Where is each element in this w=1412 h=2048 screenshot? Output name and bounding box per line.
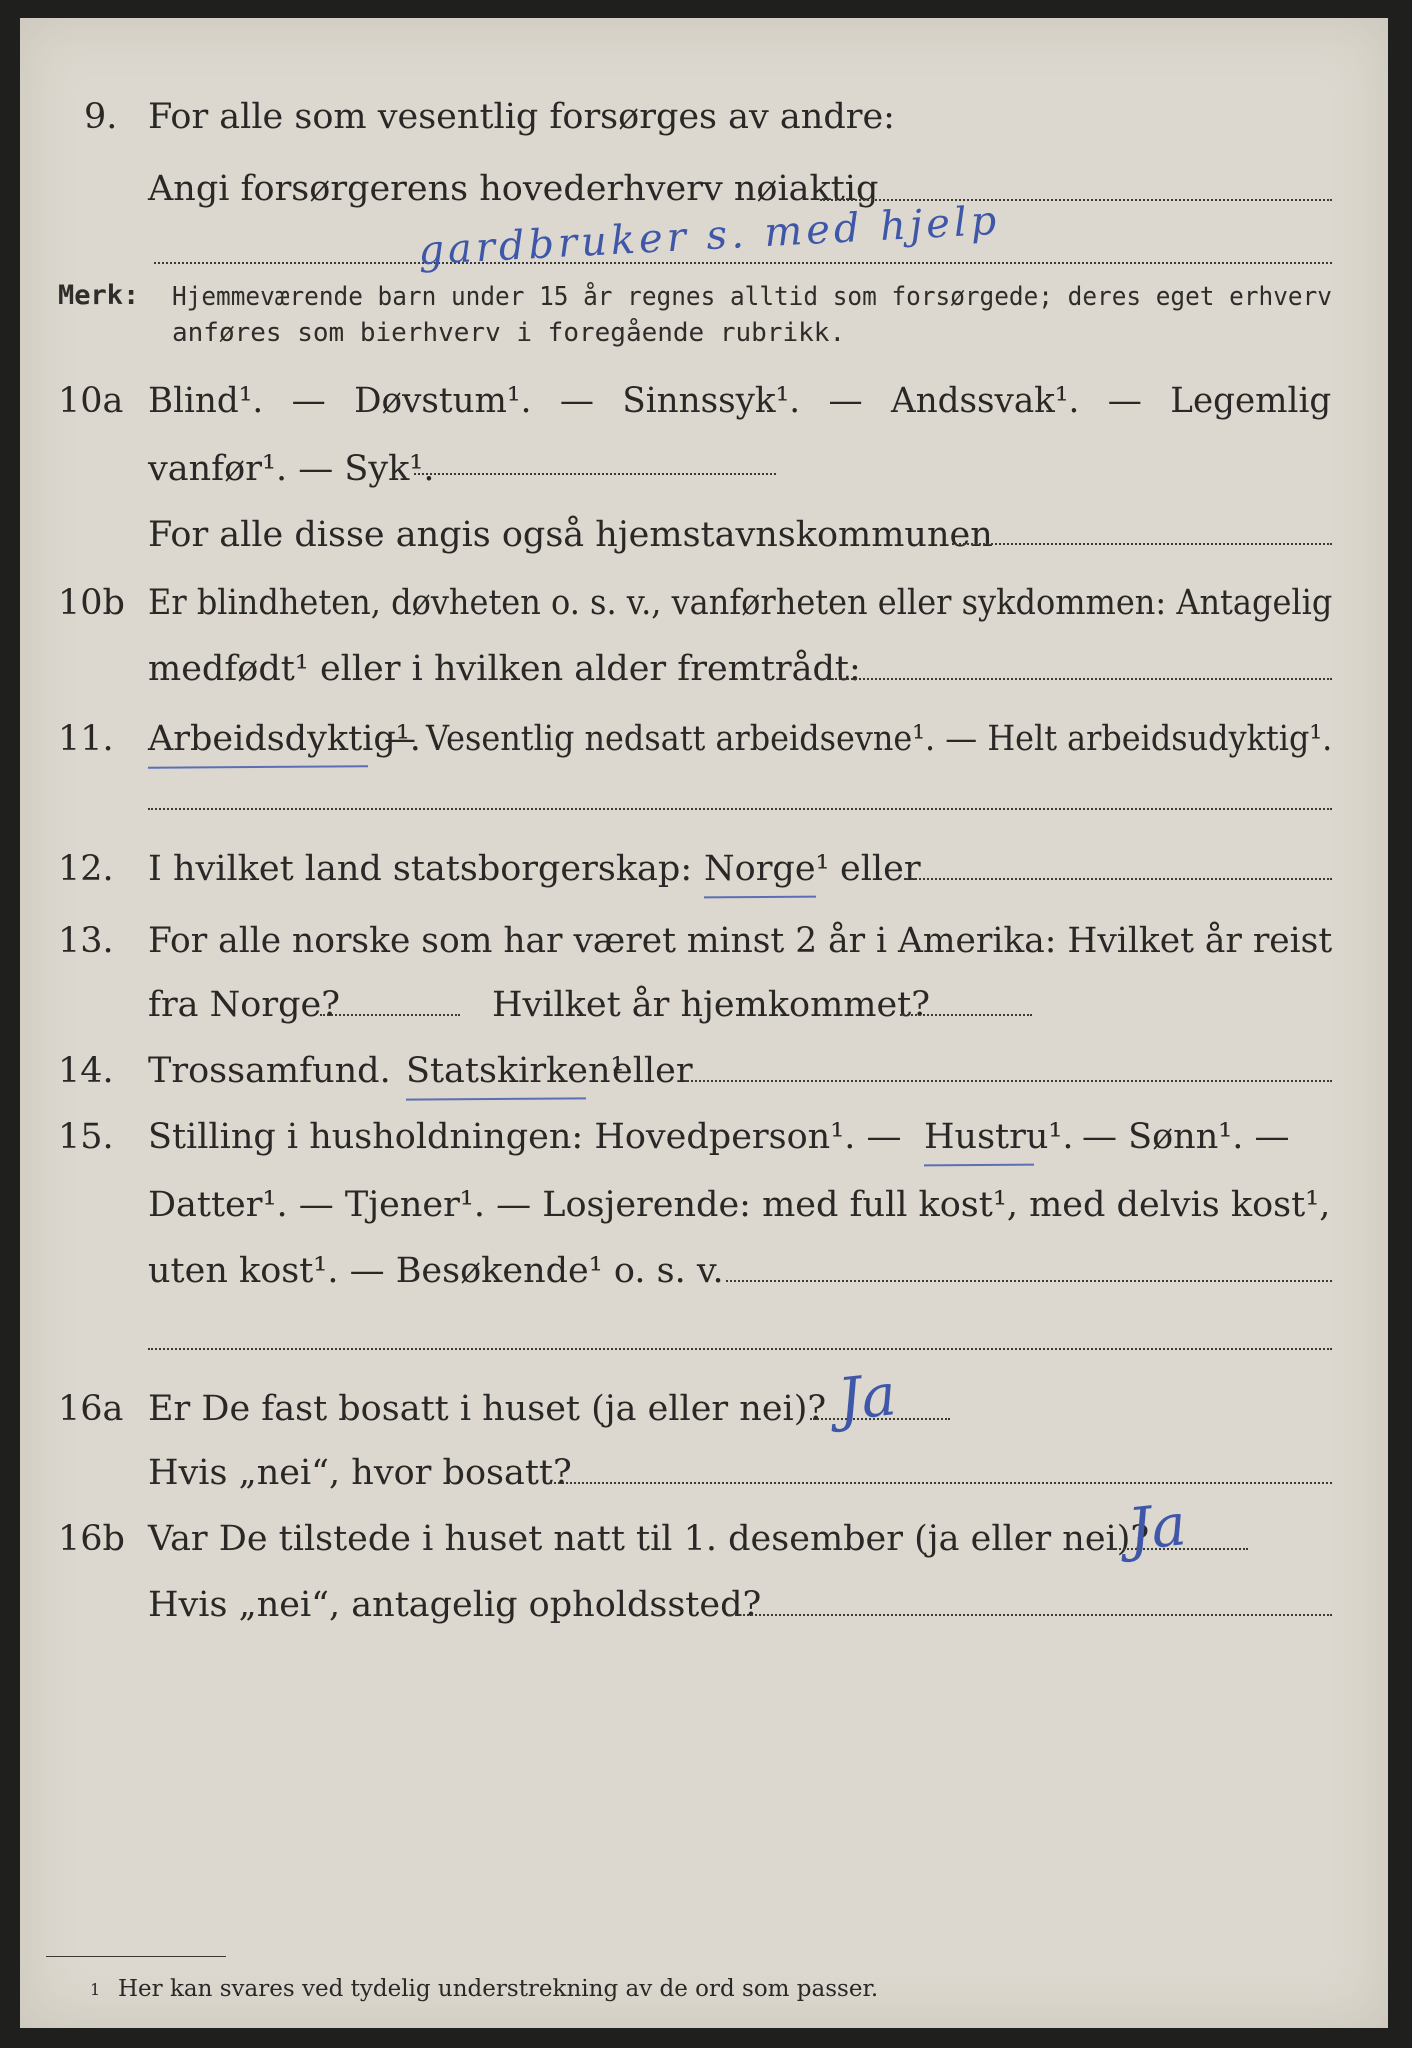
question-number-11: 11. — [58, 719, 114, 759]
q10b-line-1: Er blindheten, døvheten o. s. v., vanførheten eller sykdommen: Antagelig — [148, 583, 1333, 623]
q9-answer-line-1 — [820, 199, 1332, 201]
q15-answer-line-1 — [726, 1280, 1332, 1282]
merk-label: Merk: — [58, 280, 140, 311]
q13-line-1: For alle norske som har været minst 2 år i Amerika: Hvilket år reist — [148, 921, 1333, 961]
q11-answer-line — [148, 808, 1332, 810]
footnote-rule — [46, 1956, 226, 1957]
q11-underline-mark — [148, 765, 368, 769]
merk-line-2: anføres som bierhverv i foregående rubrikk. — [172, 318, 846, 348]
q10a-line-3: For alle disse angis også hjemstavnskommunen — [148, 515, 993, 555]
question-number-14: 14. — [58, 1051, 114, 1091]
q16a-residence-line — [550, 1482, 1332, 1484]
footnote-mark: 1 — [90, 1980, 101, 1999]
form-page — [20, 18, 1388, 2028]
question-number-12: 12. — [58, 849, 114, 889]
q15-line-1c: — Sønn¹. — — [1082, 1117, 1290, 1157]
question-number-9: 9. — [84, 97, 118, 137]
q16a-line-1: Er De fast bosatt i huset (ja eller nei)? — [148, 1389, 827, 1429]
q9-answer-line-2 — [154, 262, 1332, 264]
q16b-whereabouts-line — [728, 1614, 1332, 1616]
q15-line-1a: Stilling i husholdningen: Hovedperson¹. — — [148, 1117, 902, 1157]
q12-option-norge: Norge¹ — [704, 849, 830, 889]
q11-option-arbeidsdyktig: Arbeidsdyktig¹. — [148, 719, 421, 759]
q15-underline-mark — [924, 1164, 1034, 1167]
question-number-16a: 16a — [58, 1389, 124, 1429]
question-number-15: 15. — [58, 1117, 114, 1157]
q9-prompt: Angi forsørgerens hovederhverv nøiaktig — [148, 169, 879, 209]
q13-year-returned-line — [900, 1014, 1032, 1016]
q16a-handwritten-answer: Ja — [834, 1360, 900, 1434]
q16b-handwritten-answer: Ja — [1124, 1490, 1190, 1564]
q14-option-statskirken: Statskirken¹ — [406, 1051, 625, 1091]
q10a-answer-line — [414, 473, 776, 475]
q10a-line-1: Blind¹. — Døvstum¹. — Sinnssyk¹. — Andssvak¹. — Legemlig — [148, 381, 1332, 421]
q15-option-hustru: Hustru¹. — [924, 1117, 1074, 1157]
q14-label: Trossamfund. — [148, 1051, 391, 1091]
q16b-line-2: Hvis „nei“, antagelig opholdssted? — [148, 1585, 762, 1625]
q10a-line-2: vanfør¹. — Syk¹. — [148, 449, 435, 489]
q16b-line-1: Var De tilstede i huset natt til 1. desember (ja eller nei)? — [148, 1519, 1150, 1559]
q14-underline-mark — [406, 1097, 586, 1100]
q12-underline-mark — [704, 896, 816, 899]
q15-line-3: uten kost¹. — Besøkende¹ o. s. v. — [148, 1251, 724, 1291]
q16a-line-2: Hvis „nei“, hvor bosatt? — [148, 1453, 572, 1493]
q13-year-left-line — [320, 1014, 460, 1016]
question-number-13: 13. — [58, 921, 114, 961]
q15-answer-line-2 — [148, 1348, 1332, 1350]
merk-line-1: Hjemmeværende barn under 15 år regnes alltid som forsørgede; deres eget erhverv — [172, 282, 1332, 312]
q10b-answer-line — [820, 678, 1332, 680]
q12-answer-line — [904, 878, 1332, 880]
q12-question: I hvilket land statsborgerskap: — [148, 849, 693, 889]
q14-answer-line — [684, 1080, 1332, 1082]
q10b-line-2: medfødt¹ eller i hvilken alder fremtrådt: — [148, 649, 861, 689]
q13-line-2a: fra Norge? — [148, 985, 340, 1025]
question-number-10b: 10b — [58, 583, 125, 623]
footnote-text: Her kan svares ved tydelig understrekning av de ord som passer. — [118, 1976, 879, 2002]
question-number-10a: 10a — [58, 381, 124, 421]
q11-remaining-options: — Vesentlig nedsatt arbeidsevne¹. — Helt arbeidsudyktig¹. — [384, 719, 1333, 759]
q9-handwritten-answer: gardbruker s. med hjelp — [417, 197, 1002, 275]
q10a-hometown-line — [952, 543, 1332, 545]
q12-tail: eller — [840, 849, 921, 889]
question-number-16b: 16b — [58, 1519, 125, 1559]
q13-line-2b: Hvilket år hjemkommet? — [492, 985, 931, 1025]
q15-line-2: Datter¹. — Tjener¹. — Losjerende: med full kost¹, med delvis kost¹, — [148, 1185, 1331, 1225]
q9-question: For alle som vesentlig forsørges av andre: — [148, 97, 895, 137]
q14-tail: eller — [612, 1051, 693, 1091]
